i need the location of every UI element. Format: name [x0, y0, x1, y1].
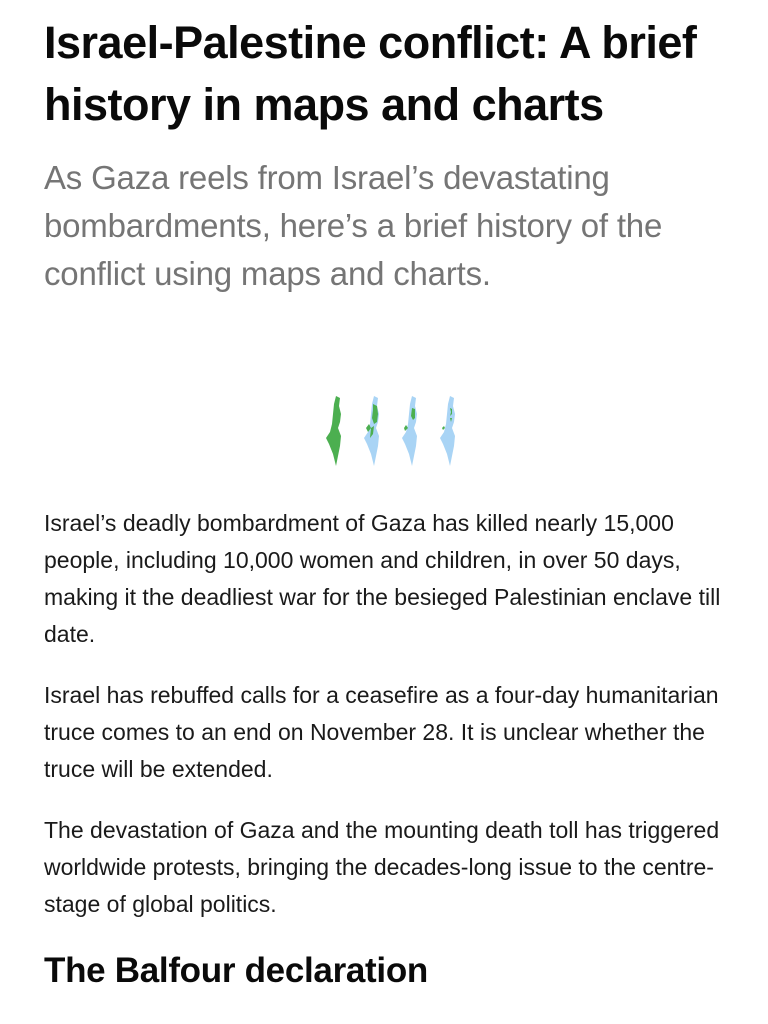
paragraph-1: Israel’s deadly bombardment of Gaza has killed nearly 15,000 people, including 10,000 women and children, in over 50 days, making it the deadliest war for the besieged Palestinian enclave till date.	[44, 510, 721, 647]
article	[44, 0, 734, 990]
article-subtitle: As Gaza reels from Israel’s devastating bombardments, here’s a brief history of the conflict using maps and charts.	[44, 159, 663, 292]
article-body	[44, 505, 734, 995]
map-4	[440, 396, 455, 466]
map-1	[326, 396, 341, 466]
article-headline: Israel-Palestine conflict: A brief history in maps and charts	[44, 17, 697, 130]
section-heading: The Balfour declaration	[44, 951, 428, 990]
paragraph-2: Israel has rebuffed calls for a ceasefire as a four-day humanitarian truce comes to an end on November 28. It is unclear whether the truce will be extended.	[44, 682, 719, 782]
shrinking-palestine-maps-icon	[314, 390, 464, 470]
maps-illustration	[44, 390, 734, 470]
paragraph-3: The devastation of Gaza and the mounting death toll has triggered worldwide protests, bringing the decades-long issue to the centre-stage of global politics.	[44, 817, 720, 917]
map-3	[402, 396, 417, 466]
map-2	[364, 396, 379, 466]
